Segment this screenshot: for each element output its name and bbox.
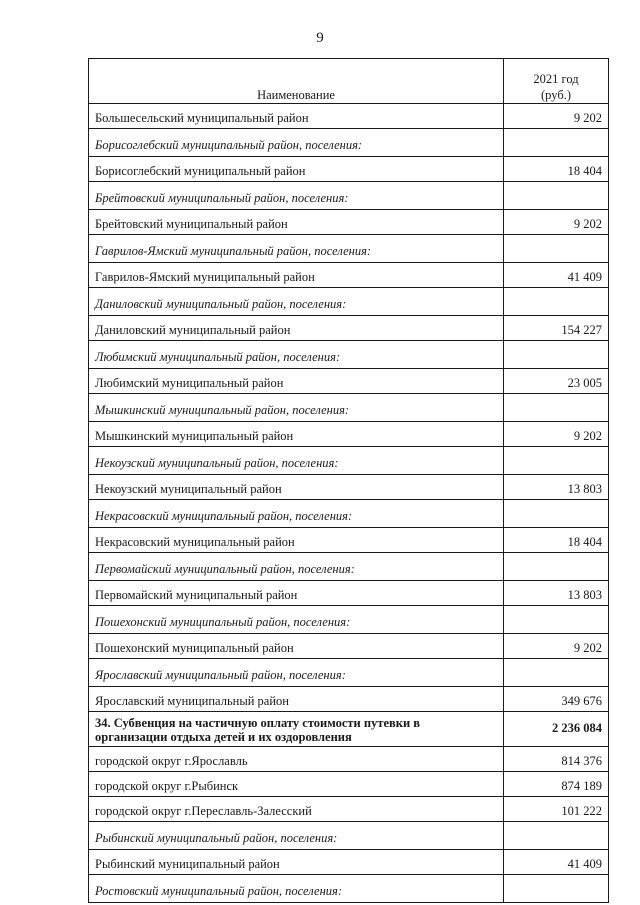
row-value: [504, 659, 609, 687]
table-row: [89, 528, 609, 553]
table-row: [89, 797, 609, 822]
section-title-line2: организации отдыха детей и их оздоровления: [95, 730, 352, 744]
table-row: [89, 747, 609, 772]
row-name: Первомайский муниципальный район: [89, 581, 504, 606]
row-name: Некоузский муниципальный район, поселения:: [89, 447, 504, 475]
row-name: Рыбинский муниципальный район: [89, 850, 504, 875]
column-header-year-unit: (руб.): [541, 88, 571, 102]
table-subheading-row: [89, 606, 609, 634]
row-value: 349 676: [504, 687, 609, 712]
row-value: 154 227: [504, 316, 609, 341]
row-value: [504, 288, 609, 316]
table-row: [89, 422, 609, 447]
row-value: 13 803: [504, 581, 609, 606]
row-name: Борисоглебский муниципальный район: [89, 157, 504, 182]
row-value: 9 202: [504, 634, 609, 659]
table-row: [89, 634, 609, 659]
row-value: [504, 822, 609, 850]
table-subheading-row: [89, 394, 609, 422]
row-name: Ростовский муниципальный район, поселения:: [89, 875, 504, 903]
table-subheading-row: [89, 447, 609, 475]
row-value: [504, 447, 609, 475]
row-name: Борисоглебский муниципальный район, поселения:: [89, 129, 504, 157]
budget-table: [88, 58, 609, 903]
row-name: Мышкинский муниципальный район: [89, 422, 504, 447]
row-name: Брейтовский муниципальный район, поселения:: [89, 182, 504, 210]
table-row: [89, 369, 609, 394]
table-subheading-row: [89, 182, 609, 210]
table-subheading-row: [89, 129, 609, 157]
column-header-year-line1: 2021 год: [533, 72, 579, 86]
table-subheading-row: [89, 288, 609, 316]
row-name: городской округ г.Ярославль: [89, 747, 504, 772]
row-name: Ярославский муниципальный район: [89, 687, 504, 712]
row-name: Мышкинский муниципальный район, поселения:: [89, 394, 504, 422]
row-value: 18 404: [504, 528, 609, 553]
table-row: [89, 210, 609, 235]
table-row: [89, 104, 609, 129]
row-name: городской округ г.Рыбинск: [89, 772, 504, 797]
row-value: 18 404: [504, 157, 609, 182]
column-header-name: Наименование: [89, 59, 504, 104]
row-value: 41 409: [504, 263, 609, 288]
table-row: [89, 850, 609, 875]
table-row: [89, 687, 609, 712]
row-name: Ярославский муниципальный район, поселения:: [89, 659, 504, 687]
table-section-row: [89, 712, 609, 747]
table-row: [89, 772, 609, 797]
row-name: Некрасовский муниципальный район: [89, 528, 504, 553]
row-value: 13 803: [504, 475, 609, 500]
section-title: [89, 712, 504, 747]
row-name: Даниловский муниципальный район: [89, 316, 504, 341]
row-value: [504, 235, 609, 263]
table-subheading-row: [89, 822, 609, 850]
row-value: [504, 606, 609, 634]
row-name: Некоузский муниципальный район: [89, 475, 504, 500]
row-value: [504, 182, 609, 210]
table-subheading-row: [89, 553, 609, 581]
table-header-row: [89, 59, 609, 104]
row-value: [504, 341, 609, 369]
row-value: 874 189: [504, 772, 609, 797]
row-name: Рыбинский муниципальный район, поселения:: [89, 822, 504, 850]
row-name: Пошехонский муниципальный район, поселения:: [89, 606, 504, 634]
section-total: 2 236 084: [504, 712, 609, 747]
row-value: [504, 500, 609, 528]
table-subheading-row: [89, 235, 609, 263]
row-value: 41 409: [504, 850, 609, 875]
row-name: Даниловский муниципальный район, поселения:: [89, 288, 504, 316]
column-header-year: [504, 59, 609, 104]
row-name: Пошехонский муниципальный район: [89, 634, 504, 659]
table-row: [89, 475, 609, 500]
table-row: [89, 263, 609, 288]
table-subheading-row: [89, 500, 609, 528]
row-value: 9 202: [504, 210, 609, 235]
row-value: [504, 129, 609, 157]
row-value: 814 376: [504, 747, 609, 772]
row-name: Гаврилов-Ямский муниципальный район: [89, 263, 504, 288]
table-row: [89, 581, 609, 606]
row-name: Любимский муниципальный район: [89, 369, 504, 394]
row-value: 101 222: [504, 797, 609, 822]
row-value: [504, 875, 609, 903]
section-title-line1: 34. Субвенция на частичную оплату стоимости путевки в: [95, 716, 421, 730]
table-subheading-row: [89, 875, 609, 903]
row-value: [504, 394, 609, 422]
table-subheading-row: [89, 659, 609, 687]
row-value: 9 202: [504, 422, 609, 447]
table-subheading-row: [89, 341, 609, 369]
row-name: Некрасовский муниципальный район, поселения:: [89, 500, 504, 528]
row-name: городской округ г.Переславль-Залесский: [89, 797, 504, 822]
row-value: 9 202: [504, 104, 609, 129]
row-value: [504, 553, 609, 581]
row-name: Первомайский муниципальный район, поселения:: [89, 553, 504, 581]
row-name: Большесельский муниципальный район: [89, 104, 504, 129]
row-value: 23 005: [504, 369, 609, 394]
row-name: Гаврилов-Ямский муниципальный район, поселения:: [89, 235, 504, 263]
row-name: Любимский муниципальный район, поселения:: [89, 341, 504, 369]
table-row: [89, 157, 609, 182]
row-name: Брейтовский муниципальный район: [89, 210, 504, 235]
page-number: 9: [316, 30, 324, 46]
table-row: [89, 316, 609, 341]
